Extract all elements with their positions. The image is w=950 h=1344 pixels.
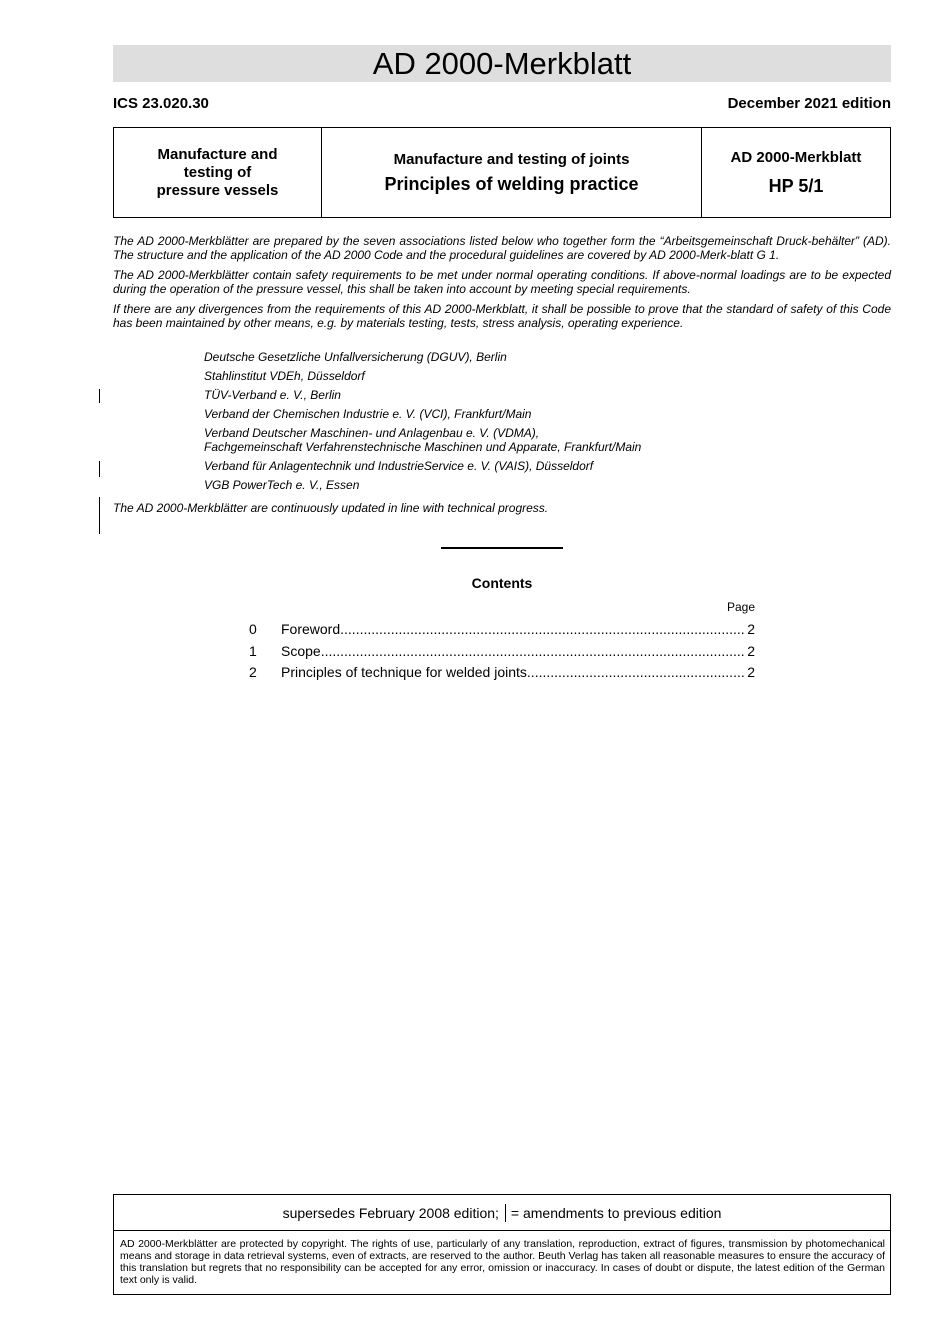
association-item: TÜV-Verband e. V., Berlin [204, 388, 341, 402]
change-bar [99, 389, 100, 403]
intro-paragraph: If there are any divergences from the requirements of this AD 2000-Merkblatt, it shall be possible to prove that the standard of safety of this Code has been maintained by other means, e.g. by materials testing, tests, stress analysis, operating experience. [113, 302, 891, 330]
association-item: Verband für Anlagentechnik und IndustrieService e. V. (VAIS), Düsseldorf [204, 459, 594, 473]
toc-title: Principles of technique for welded joints [281, 664, 527, 680]
toc-leader [340, 619, 745, 641]
code-cell [702, 128, 890, 217]
contents-title: Contents [471, 575, 533, 591]
document-title: AD 2000-Merkblatt [113, 45, 891, 82]
toc-number: 2 [249, 664, 257, 680]
category-text: Manufacture and testing of pressure vessels [156, 145, 279, 199]
toc-entry-principles[interactable] [249, 662, 755, 684]
toc-title: Foreword [281, 621, 341, 637]
supersedes-row [114, 1195, 890, 1231]
toc-page: 2 [747, 664, 755, 680]
intro-text [113, 234, 891, 336]
toc-leader [527, 662, 745, 684]
association-list [204, 350, 641, 497]
intro-paragraph: The AD 2000-Merkblätter contain safety requirements to be met under normal operating conditions. If above-normal loadings are to be expected during the operation of the pressure vessel, this shall be taken into account by meeting special requirements. [113, 268, 891, 296]
association-item: Fachgemeinschaft Verfahrenstechnische Maschinen und Apparate, Frankfurt/Main [204, 440, 642, 454]
subject-cell [322, 128, 702, 217]
code-number: HP 5/1 [768, 175, 824, 196]
association-item: Verband der Chemischen Industrie e. V. (VCI), Frankfurt/Main [204, 407, 532, 421]
amendments-text: = amendments to previous edition [510, 1204, 722, 1221]
toc-entry-scope[interactable] [249, 641, 755, 663]
footer-box [113, 1194, 891, 1295]
table-of-contents [249, 619, 755, 684]
edition-date: December 2021 edition [727, 95, 891, 112]
ics-code: ICS 23.020.30 [113, 95, 209, 112]
toc-page: 2 [747, 621, 755, 637]
change-bar [99, 497, 100, 534]
header-table [113, 127, 891, 218]
intro-paragraph: The AD 2000-Merkblätter are prepared by the seven associations listed below who together form the “Arbeitsgemeinschaft Druck-behälter” (AD). The structure and the application of the AD 2000 Code and the procedural guidelines are covered by AD 2000-Merk-blatt G 1. [113, 234, 891, 262]
category-cell [114, 128, 322, 217]
toc-entry-foreword[interactable] [249, 619, 755, 641]
copyright-notice: AD 2000-Merkblätter are protected by copyright. The rights of use, particularly of any translation, reproduction, extract of figures, transmission by photomechanical means and storage in data retrieval systems, even of extracts, are reserved to the author. Beuth Verlag has taken all reasonable measures to ensure the accuracy of this translation but regrets that no responsibility can be accepted for any error, omission or inaccuracy. In cases of doubt or dispute, the latest edition of the German text only is valid. [120, 1238, 885, 1286]
toc-number: 0 [249, 621, 257, 637]
subject-subtitle: Manufacture and testing of joints [393, 150, 630, 168]
code-label: AD 2000-Merkblatt [730, 148, 862, 166]
supersedes-text: supersedes February 2008 edition; [282, 1204, 499, 1221]
change-bar-legend [505, 1204, 506, 1222]
closing-note: The AD 2000-Merkblätter are continuously updated in line with technical progress. [113, 501, 549, 515]
toc-number: 1 [249, 642, 257, 659]
section-divider [441, 547, 563, 549]
association-item: Stahlinstitut VDEh, Düsseldorf [204, 369, 365, 383]
change-bar [99, 461, 100, 477]
association-item: Deutsche Gesetzliche Unfallversicherung (DGUV), Berlin [204, 350, 507, 364]
association-item: Verband Deutscher Maschinen- und Anlagenbau e. V. (VDMA), [204, 426, 540, 440]
meta-row [113, 95, 891, 115]
subject-title: Principles of welding practice [384, 173, 639, 194]
association-item: VGB PowerTech e. V., Essen [204, 478, 360, 492]
toc-title: Scope [281, 642, 321, 659]
toc-page: 2 [747, 642, 755, 659]
page-column-label: Page [726, 600, 755, 614]
toc-leader [321, 641, 745, 663]
